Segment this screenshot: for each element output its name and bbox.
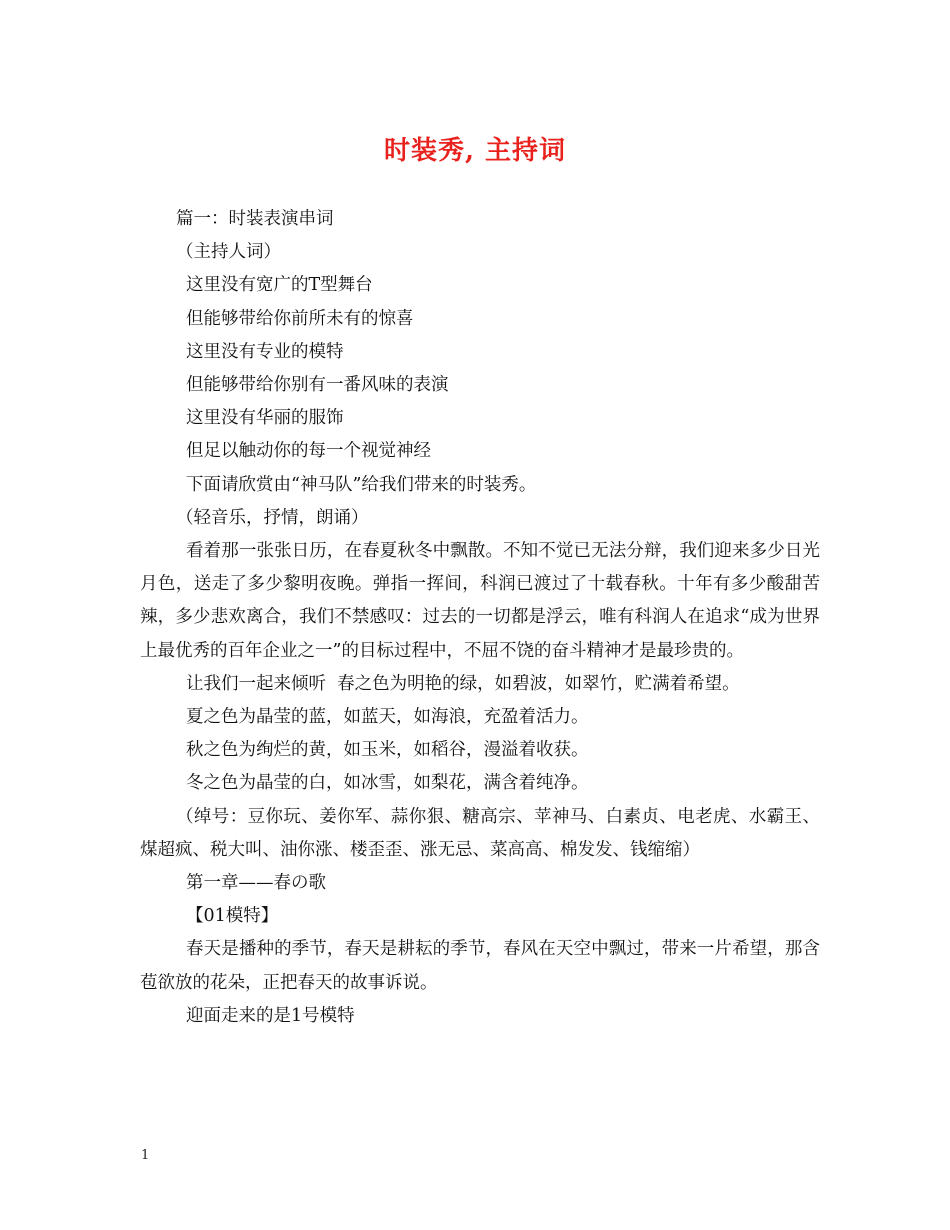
paragraph-line: 但足以触动你的每一个视觉神经 (186, 441, 431, 462)
paragraph-host-note: （主持人词） (176, 242, 281, 263)
paragraph-body: 看着那一张张日历，在春夏秋冬中飘散。不知不觉已无法分辩，我们迎来多少日光月色，送走了多少黎明夜晚。弹指一挥间，科润已渡过了十载春秋。十年有多少酸甜苦辣，多少悲欢离合，我们不禁感叹：过去的一切都是浮云，唯有科润人在追求“成为世界上最优秀的百年企业之一”的目标过程中，不屈不饶的奋斗精神才是最珍贵的。 (140, 541, 820, 661)
paragraph-section-heading: 篇一：时装表演串词 (176, 209, 334, 229)
page-number: 1 (141, 1148, 150, 1163)
paragraph-line: 这里没有华丽的服饰 (186, 408, 344, 429)
document-body (140, 203, 820, 1033)
paragraph-chapter-heading: 第一章——春の歌 (186, 873, 326, 894)
paragraph-body: 春天是播种的季节，春天是耕耘的季节，春风在天空中飘过，带来一片希望，那含苞欲放的花朵，正把春天的故事诉说。 (140, 939, 820, 993)
paragraph-stage-note: （轻音乐，抒情，朗诵） (176, 507, 369, 528)
paragraph-line: 下面请欣赏由“神马队”给我们带来的时装秀。 (186, 474, 537, 495)
paragraph-line: 夏之色为晶莹的蓝，如蓝天，如海浪，充盈着活力。 (186, 707, 589, 728)
paragraph-line: 这里没有专业的模特 (186, 341, 344, 362)
paragraph-line: 但能够带给你别有一番风味的表演 (186, 375, 449, 396)
paragraph-line: 秋之色为绚烂的黄，如玉米，如稻谷，漫溢着收获。 (186, 740, 589, 761)
paragraph-line: 迎面走来的是1号模特 (186, 1005, 355, 1026)
paragraph-model-heading: 【01模特】 (186, 906, 279, 927)
paragraph-line: 这里没有宽广的T型舞台 (186, 275, 373, 296)
paragraph-line: 让我们一起来倾听 春之色为明艳的绿，如碧波，如翠竹，贮满着希望。 (186, 673, 740, 694)
document-title: 时装秀, 主持词 (383, 136, 567, 166)
paragraph-line: 但能够带给你前所未有的惊喜 (186, 308, 414, 329)
paragraph-line: 冬之色为晶莹的白，如冰雪，如梨花，满含着纯净。 (186, 773, 589, 794)
paragraph-nicknames: （绰号：豆你玩、姜你军、蒜你狠、糖高宗、苹神马、白素贞、电老虎、水霸王、煤超疯、税大叫、油你涨、楼歪歪、涨无忌、菜高高、棉发发、钱缩缩） (140, 806, 820, 860)
